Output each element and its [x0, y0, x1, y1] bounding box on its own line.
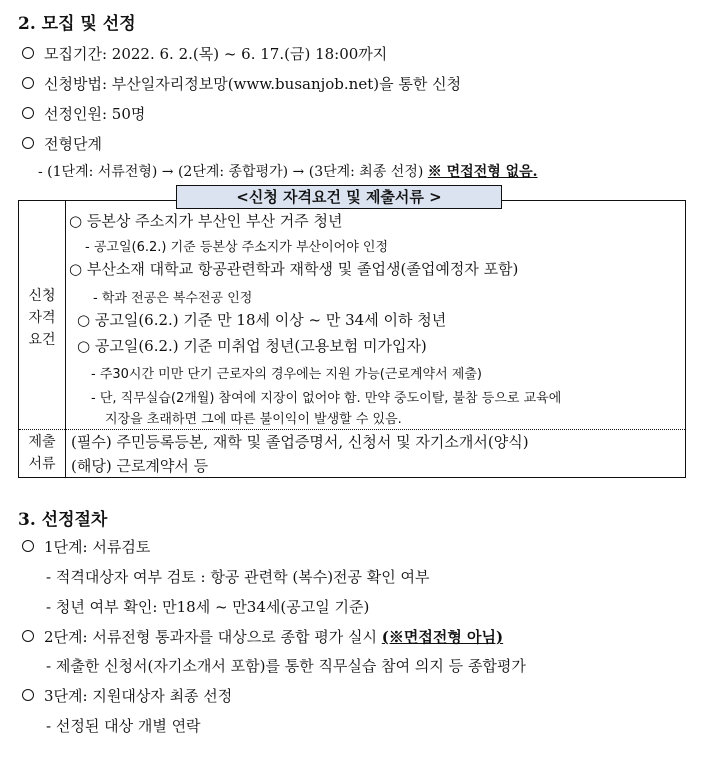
doc-row: (해당) 근로계약서 등 [71, 457, 209, 475]
step2-sub: - 제출한 신청서(자기소개서 포함)를 통한 직무실습 참여 의지 등 종합평가 [46, 657, 526, 675]
circle-bullet-icon [22, 630, 34, 642]
section2-heading: 2. 모집 및 선정 [18, 14, 136, 34]
documents-head: 제출 서류 [28, 434, 56, 472]
circle-bullet-icon [22, 47, 34, 59]
circle-bullet-icon [22, 77, 34, 89]
step3-item: 3단계: 지원대상자 최종 선정 [22, 685, 232, 706]
period-item: 모집기간: 2022. 6. 2.(목) ~ 6. 17.(금) 18:00까지 [22, 43, 387, 64]
qual-row: ○ 등본상 주소지가 부산인 부산 거주 청년 [69, 212, 343, 230]
circle-bullet-icon [22, 540, 34, 552]
step1-sub: - 적격대상자 여부 검토 : 항공 관련학 (복수)전공 확인 여부 [46, 568, 430, 586]
method-item: 신청방법: 부산일자리정보망(www.busanjob.net)을 통한 신청 [22, 73, 461, 94]
count-item: 선정인원: 50명 [22, 103, 145, 124]
qual-row: - 학과 전공은 복수전공 인정 [93, 291, 253, 306]
section3-heading: 3. 선정절차 [18, 510, 108, 530]
stages-item: 전형단계 [22, 133, 102, 154]
circle-bullet-icon [22, 137, 34, 149]
qual-row: - 주30시간 미만 단기 근로자의 경우에는 지원 가능(근로계약서 제출) [91, 367, 482, 382]
circle-bullet-icon [22, 107, 34, 119]
qual-row: ○ 공고일(6.2.) 기준 만 18세 이상 ~ 만 34세 이하 청년 [77, 311, 447, 329]
not-interview-note: (※면접전형 아님) [381, 628, 504, 646]
step2-item: 2단계: 서류전형 통과자를 대상으로 종합 평가 실시 (※면접전형 아님) [22, 626, 503, 647]
qual-row: 지장을 초래하면 그에 따른 불이익이 발생할 수 있음. [105, 412, 402, 427]
doc-row: (필수) 주민등록등본, 재학 및 졸업증명서, 신청서 및 자기소개서(양식) [71, 433, 529, 451]
circle-bullet-icon [22, 689, 34, 701]
no-interview-note: ※ 면접전형 없음. [427, 164, 538, 180]
qualification-table [18, 200, 686, 478]
stages-flow: - (1단계: 서류전형) → (2단계: 종합평가) → (3단계: 최종 선정) ※ 면접전형 없음. [38, 164, 538, 180]
step1-sub: - 청년 여부 확인: 만18세 ~ 만34세(공고일 기준) [46, 598, 370, 616]
qual-row: - 공고일(6.2.) 기준 등본상 주소지가 부산이어야 인정 [85, 240, 389, 255]
step1-item: 1단계: 서류검토 [22, 536, 150, 557]
qual-row: - 단, 직무실습(2개월) 참여에 지장이 없어야 함. 만약 중도이탈, 불참 등으로 교육에 [91, 391, 562, 406]
qual-row: ○ 부산소재 대학교 항공관련학과 재학생 및 졸업생(졸업예정자 포함) [69, 260, 519, 278]
step3-sub: - 선정된 대상 개별 연락 [46, 717, 201, 735]
table-caption: <신청 자격요건 및 제출서류 > [176, 185, 502, 209]
qual-row: ○ 공고일(6.2.) 기준 미취업 청년(고용보험 미가입자) [77, 337, 427, 355]
qualification-head: 신청 자격 요건 [28, 288, 56, 348]
